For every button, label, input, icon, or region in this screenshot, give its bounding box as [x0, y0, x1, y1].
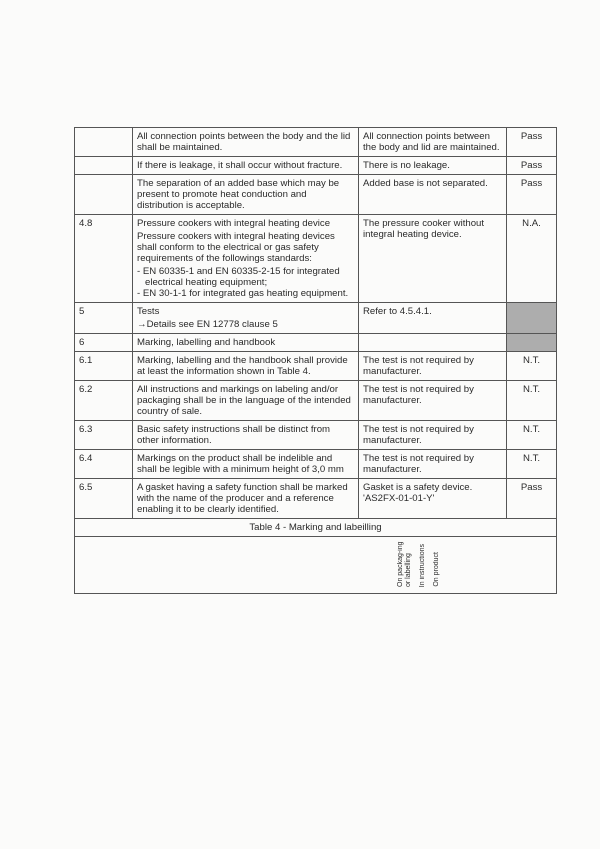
- requirement-cell: [133, 175, 359, 215]
- table-row: [75, 128, 557, 157]
- requirement-text: All instructions and markings on labeling and/or packaging shall be in the language of the intended country of sale.: [137, 384, 351, 417]
- clause-number: 6.2: [75, 381, 133, 421]
- verdict-cell: [507, 303, 557, 334]
- clause-number: 6.4: [75, 450, 133, 479]
- clause-number: [75, 128, 133, 157]
- table-row: [75, 334, 557, 352]
- result-cell: The pressure cooker without integral heating device.: [359, 215, 507, 303]
- result-cell: [359, 334, 507, 352]
- requirement-cell: [133, 157, 359, 175]
- requirement-text: All connection points between the body and the lid shall be maintained.: [137, 131, 351, 153]
- requirement-cell: [133, 215, 359, 303]
- clause-number: 4.8: [75, 215, 133, 303]
- verdict-cell: N.T.: [507, 450, 557, 479]
- table4-column-headers: [397, 539, 556, 587]
- clause-number: 6: [75, 334, 133, 352]
- requirement-cell: [133, 381, 359, 421]
- verdict-cell: Pass: [507, 479, 557, 519]
- test-report-table: [74, 127, 557, 594]
- result-cell: Added base is not separated.: [359, 175, 507, 215]
- result-cell: The test is not required by manufacturer.: [359, 381, 507, 421]
- requirement-cell: [133, 479, 359, 519]
- requirement-text: Markings on the product shall be indelible and shall be legible with a minimum height of 3,0 mm: [137, 453, 344, 475]
- table-row: [75, 303, 557, 334]
- requirement-cell: [133, 450, 359, 479]
- result-cell: All connection points between the body and lid are maintained.: [359, 128, 507, 157]
- table4-col-packaging: On packag-ing or labelling: [397, 541, 412, 587]
- requirement-text: Pressure cookers with integral heating devices shall conform to the electrical or gas safety requirements of the followings standards:: [137, 231, 335, 264]
- table4-title: Table 4 - Marking and labeilling: [75, 519, 557, 537]
- verdict-cell: N.A.: [507, 215, 557, 303]
- requirement-text: If there is leakage, it shall occur without fracture.: [137, 160, 343, 171]
- table-row: [75, 421, 557, 450]
- requirement-text: The separation of an added base which may be present to promote heat conduction and distribution is acceptable.: [137, 178, 340, 211]
- clause-number: 5: [75, 303, 133, 334]
- clause-number: 6.5: [75, 479, 133, 519]
- result-cell: The test is not required by manufacturer.: [359, 450, 507, 479]
- result-cell: Refer to 4.5.4.1.: [359, 303, 507, 334]
- table4-title-row: [75, 519, 557, 537]
- verdict-cell: Pass: [507, 175, 557, 215]
- requirement-cell: [133, 334, 359, 352]
- requirement-text: →Details see EN 12778 clause 5: [137, 319, 278, 330]
- table4-col-product: On product: [433, 552, 440, 587]
- clause-number: [75, 157, 133, 175]
- result-cell: Gasket is a safety device. 'AS2FX-01-01-Y': [359, 479, 507, 519]
- requirement-bullet: - EN 30-1-1 for integrated gas heating equipment.: [137, 288, 349, 299]
- verdict-cell: Pass: [507, 128, 557, 157]
- requirement-text: Marking, labelling and the handbook shall provide at least the information shown in Table 4.: [137, 355, 348, 377]
- table4-header-row: [75, 537, 557, 594]
- verdict-cell: N.T.: [507, 381, 557, 421]
- verdict-cell: Pass: [507, 157, 557, 175]
- table-row: [75, 157, 557, 175]
- clause-number: 6.3: [75, 421, 133, 450]
- clause-number: [75, 175, 133, 215]
- result-cell: The test is not required by manufacturer.: [359, 421, 507, 450]
- requirement-cell: [133, 128, 359, 157]
- requirement-text: Basic safety instructions shall be distinct from other information.: [137, 424, 331, 446]
- requirement-cell: [133, 303, 359, 334]
- verdict-cell: N.T.: [507, 352, 557, 381]
- verdict-cell: N.T.: [507, 421, 557, 450]
- clause-number: 6.1: [75, 352, 133, 381]
- requirement-cell: [133, 421, 359, 450]
- requirement-bullet: - EN 60335-1 and EN 60335-2-15 for integrated electrical heating equipment;: [137, 266, 340, 288]
- table-row: [75, 175, 557, 215]
- table-row: [75, 215, 557, 303]
- table-row: [75, 381, 557, 421]
- table-row: [75, 352, 557, 381]
- requirement-cell: [133, 352, 359, 381]
- table-row: [75, 450, 557, 479]
- requirement-text: A gasket having a safety function shall be marked with the name of the producer and a reference enabling it to be clearly identified.: [137, 482, 348, 515]
- requirement-text: Tests: [137, 306, 160, 317]
- requirement-text: Marking, labelling and handbook: [137, 337, 276, 348]
- table4-col-instructions: In instructions: [419, 543, 426, 587]
- requirement-text: Pressure cookers with integral heating device: [137, 218, 331, 229]
- result-cell: The test is not required by manufacturer.: [359, 352, 507, 381]
- verdict-cell: [507, 334, 557, 352]
- table-row: [75, 479, 557, 519]
- test-report-body: [75, 128, 557, 519]
- result-cell: There is no leakage.: [359, 157, 507, 175]
